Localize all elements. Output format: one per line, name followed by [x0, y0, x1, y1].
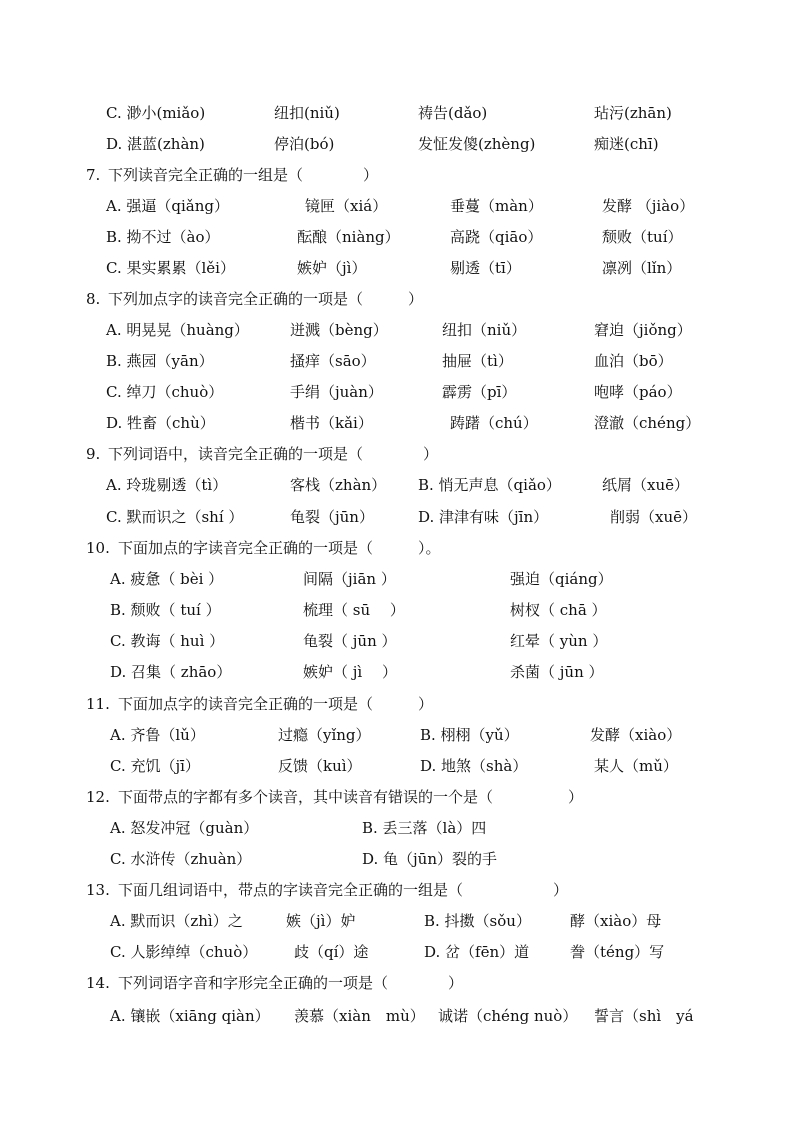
option-b-2: 搔痒（sāo）: [290, 352, 376, 370]
option-a-3: 诚诺（chéng nuò）: [438, 1007, 578, 1025]
option-b-1: B. 燕园（yān）: [106, 352, 214, 370]
question-12-option-row: [0, 844, 794, 875]
option-c-4: 玷污(zhān): [594, 104, 672, 122]
option-a-2: 迸溅（bèng）: [290, 321, 388, 339]
option-a-3: 强迫（qiáng）: [510, 570, 613, 588]
question-text: 下列加点字的读音完全正确的一项是（ ）: [108, 290, 424, 308]
option-d-2: 停泊(bó): [274, 135, 335, 153]
question-7-option-row: [0, 191, 794, 222]
question-text: 下面几组词语中，带点的字读音完全正确的一组是（ ）: [118, 881, 569, 899]
question-8-option-row: [0, 377, 794, 408]
question-text: 下面带点的字都有多个读音，其中读音有错误的一个是（ ）: [118, 788, 584, 806]
question-11-option-row: [0, 720, 794, 751]
option-a-3: 垂蔓（màn）: [450, 197, 543, 215]
option-d: D. 津津有味（jīn）: [418, 508, 549, 526]
question-text: 下面加点的字读音完全正确的一项是（ ）。: [118, 539, 441, 557]
option-b-2: 酝酿（niàng）: [297, 228, 400, 246]
option-a: A. 默而识（zhì）之: [110, 912, 243, 930]
option-b-2: 梳理（ sū ）: [303, 601, 405, 619]
option-c-2: 纽扣(niǔ): [274, 104, 340, 122]
option-c-2: 龟裂（jūn）: [290, 508, 374, 526]
question-number: 9.: [86, 445, 101, 463]
option-c-3: 霹雳（pī）: [442, 383, 517, 401]
option-d-4: 痴迷(chī): [594, 135, 659, 153]
option-a: A. 齐鲁（lǔ）: [110, 726, 205, 744]
option-b: B. 悄无声息（qiǎo）: [418, 476, 561, 494]
option-b-4: 血泊（bō）: [594, 352, 673, 370]
question-10-option-row: [0, 564, 794, 595]
question-13-stem: [0, 875, 794, 906]
question-9-option-row: [0, 470, 794, 501]
option-d-1: D. 湛蓝(zhàn): [106, 135, 205, 153]
option-a: A. 玲珑剔透（tì）: [106, 476, 228, 494]
option-a-4: 窘迫（jiǒng）: [594, 321, 692, 339]
option-b: B. 栩栩（yǔ）: [420, 726, 519, 744]
question-number: 13.: [86, 881, 110, 899]
question-number: 10.: [86, 539, 110, 557]
option-d-2: 嫉妒（ jì ）: [303, 663, 397, 681]
option-a-1: A. 强逼（qiǎng）: [106, 197, 229, 215]
option-d-2: 楷书（kǎi）: [290, 414, 373, 432]
option-a-3: 纽扣（niǔ）: [442, 321, 527, 339]
question-7-option-row: [0, 222, 794, 253]
option-a-4: 誓言（shì yá: [594, 1007, 694, 1025]
option-d-1: D. 牲畜（chù）: [106, 414, 215, 432]
option-b-3: 树杈（ chā ）: [510, 601, 607, 619]
question-12-option-row: [0, 813, 794, 844]
option-a-2: 羡慕（xiàn mù）: [294, 1007, 425, 1025]
option-a: A. 怒发冲冠（guàn）: [110, 819, 259, 837]
option-c-2: 歧（qí）途: [294, 943, 369, 961]
question-9-option-row: [0, 502, 794, 533]
question-text: 下列词语中，读音完全正确的一项是（ ）: [108, 445, 439, 463]
option-d-2: 某人（mǔ）: [594, 757, 678, 775]
question-10-option-row: [0, 657, 794, 688]
option-b-1: B. 颓败（ tuí ）: [110, 601, 221, 619]
question-10-option-row: [0, 626, 794, 657]
question-13-option-row: [0, 906, 794, 937]
option-d: D. 地煞（shà）: [420, 757, 528, 775]
question-12-stem: [0, 782, 794, 813]
option-d-4: 澄澈（chéng）: [594, 414, 701, 432]
option-d-3: 踌躇（chú）: [450, 414, 538, 432]
option-d: D. 龟（jūn）裂的手: [362, 850, 498, 868]
option-d-3: 发怔发傻(zhèng): [418, 135, 536, 153]
option-c-1: C. 果实累累（lěi）: [106, 259, 235, 277]
option-a-2: 间隔（jiān ）: [303, 570, 396, 588]
question-text: 下列词语字音和字形完全正确的一项是（ ）: [118, 974, 464, 992]
option-a-2: 客栈（zhàn）: [290, 476, 387, 494]
option-d-2: 誊（téng）写: [570, 943, 665, 961]
option-d: D. 岔（fēn）道: [424, 943, 530, 961]
question-10-stem: [0, 533, 794, 564]
question-number: 7.: [86, 166, 101, 184]
question-10-option-row: [0, 595, 794, 626]
question-13-option-row: [0, 937, 794, 968]
option-c-4: 凛冽（lǐn）: [602, 259, 682, 277]
option-b-3: 抽屉（tì）: [442, 352, 513, 370]
option-b-3: 高跷（qiāo）: [450, 228, 543, 246]
option-a: A. 镶嵌（xiāng qiàn）: [110, 1007, 270, 1025]
option-d-3: 杀菌（ jūn ）: [510, 663, 604, 681]
question-14-stem: [0, 968, 794, 999]
option-c: C. 人影绰绰（chuò）: [110, 943, 258, 961]
option-a-1: A. 疲惫（ bèi ）: [110, 570, 224, 588]
question-14-option-row: [0, 1001, 794, 1032]
option-b: B. 抖擞（sǒu）: [424, 912, 531, 930]
option-c-4: 咆哮（páo）: [594, 383, 682, 401]
question-number: 12.: [86, 788, 110, 806]
question-6-option-row: [0, 129, 794, 160]
option-d-2: 削弱（xuē）: [610, 508, 697, 526]
option-a-2: 过瘾（yǐng）: [278, 726, 371, 744]
question-7-option-row: [0, 253, 794, 284]
question-11-stem: [0, 689, 794, 720]
question-8-option-row: [0, 315, 794, 346]
question-number: 8.: [86, 290, 101, 308]
question-text: 下面加点字的读音完全正确的一项是（ ）: [118, 695, 434, 713]
question-number: 11.: [86, 695, 110, 713]
question-6-option-row: [0, 98, 794, 129]
option-a-1: A. 明晃晃（huàng）: [106, 321, 249, 339]
option-c: C. 充饥（jī）: [110, 757, 200, 775]
option-a-2: 镜匣（xiá）: [305, 197, 388, 215]
option-b: B. 丢三落（là）四: [362, 819, 487, 837]
option-b-2: 酵（xiào）母: [570, 912, 662, 930]
option-b-2: 发酵（xiào）: [590, 726, 682, 744]
option-b-1: B. 拗不过（ào）: [106, 228, 220, 246]
question-7-stem: [0, 160, 794, 191]
option-c-2: 龟裂（ jūn ）: [303, 632, 397, 650]
option-b-2: 纸屑（xuē）: [602, 476, 689, 494]
option-a-4: 发酵 （jiào）: [602, 197, 695, 215]
option-c-1: C. 教诲（ huì ）: [110, 632, 225, 650]
option-c-1: C. 渺小(miǎo): [106, 104, 206, 122]
option-c: C. 默而识之（shí ）: [106, 508, 244, 526]
option-b-4: 颓败（tuí）: [602, 228, 683, 246]
option-c-3: 红晕（ yùn ）: [510, 632, 608, 650]
question-8-option-row: [0, 408, 794, 439]
option-c: C. 水浒传（zhuàn）: [110, 850, 252, 868]
question-11-option-row: [0, 751, 794, 782]
question-9-stem: [0, 439, 794, 470]
question-8-option-row: [0, 346, 794, 377]
option-d-1: D. 召集（ zhāo）: [110, 663, 232, 681]
option-c-1: C. 绰刀（chuò）: [106, 383, 224, 401]
option-c-3: 剔透（tī）: [450, 259, 521, 277]
option-a-2: 嫉（jì）妒: [286, 912, 356, 930]
question-8-stem: [0, 284, 794, 315]
question-text: 下列读音完全正确的一组是（ ）: [108, 166, 379, 184]
option-c-2: 嫉妒（jì）: [297, 259, 367, 277]
option-c-3: 祷告(dǎo): [418, 104, 488, 122]
option-c-2: 手绢（juàn）: [290, 383, 383, 401]
option-c-2: 反馈（kuì）: [278, 757, 362, 775]
question-number: 14.: [86, 974, 110, 992]
